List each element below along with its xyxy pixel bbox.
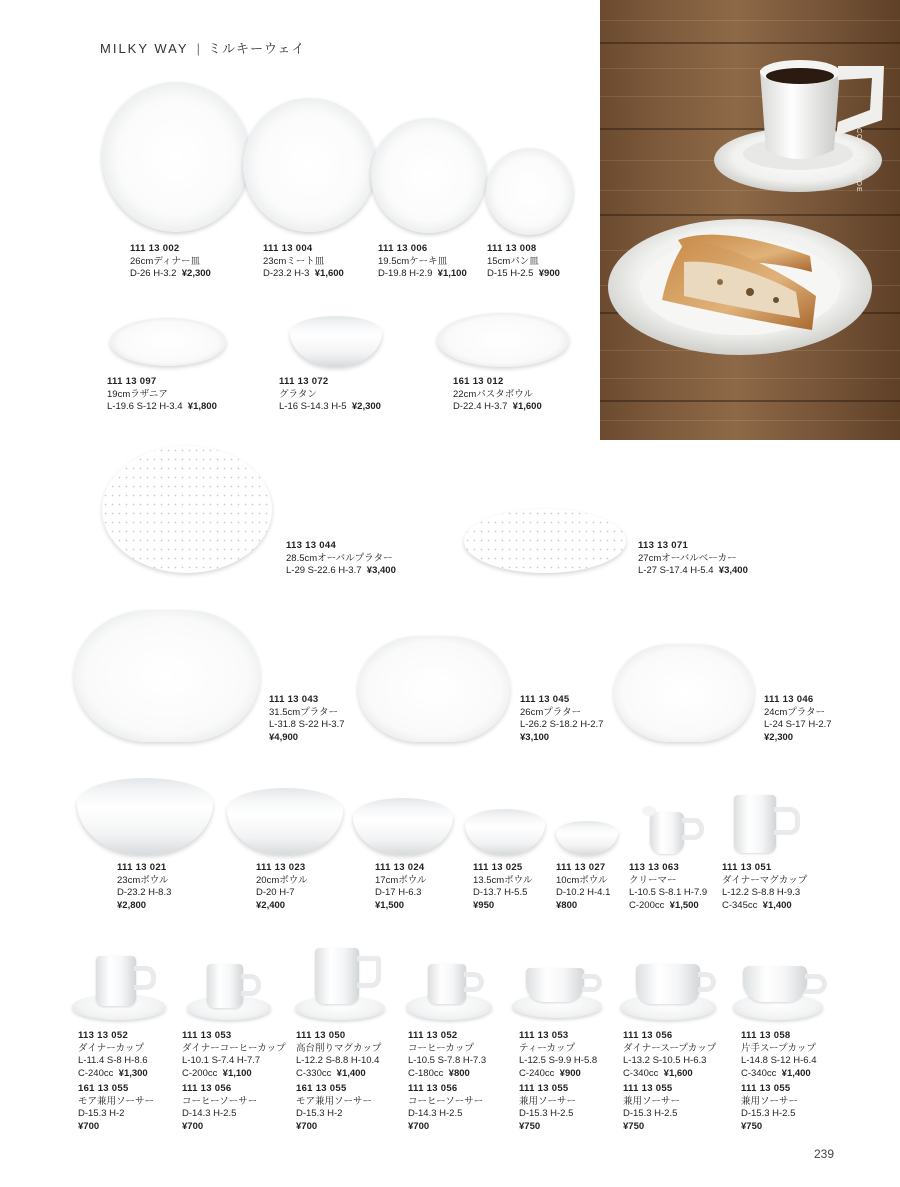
- product-label: 111 13 021 23cmボウル D-23.2 H-8.3 ¥2,800: [117, 862, 172, 911]
- series-title-jp: ミルキーウェイ: [207, 41, 306, 56]
- cup-label: 111 13 053 ダイナーコーヒーカップ L-10.1 S-7.4 H-7.7 C-200cc ¥1,100 111 13 056 コーヒーソーサー D-14.3 H-2.5 ¥700: [182, 1030, 286, 1132]
- product-label: 111 13 072 グラタン L-16 S-14.3 H-5 ¥2,300: [279, 376, 381, 412]
- product-image-oval-baker: [464, 509, 626, 573]
- product-image-lasagna: [110, 318, 226, 366]
- product-image-footed-mug: [295, 944, 387, 1022]
- product-label: 111 13 023 20cmボウル D-20 H-7 ¥2,400: [256, 862, 308, 911]
- product-image-coffee-cup: [406, 962, 496, 1022]
- product-image-diner-cup: [72, 952, 168, 1022]
- product-label: 111 13 002 26cmディナー皿 D-26 H-3.2 ¥2,300: [130, 243, 211, 279]
- product-label: 111 13 045 26cmプラター L-26.2 S-18.2 H-2.7 ¥3,100: [520, 694, 604, 743]
- cup-label: 111 13 056 ダイナースープカップ L-13.2 S-10.5 H-6.3 C-340cc ¥1,600 111 13 055 兼用ソーサー D-15.3 H-2.5 ¥750: [623, 1030, 717, 1132]
- page-header: [100, 38, 305, 57]
- product-label: 111 13 027 10cmボウル D-10.2 H-4.1 ¥800: [556, 862, 611, 911]
- product-image-diner-mug: [730, 793, 802, 855]
- product-image-meat-plate: [243, 98, 376, 232]
- series-title-en: MILKY WAY: [100, 41, 189, 56]
- product-label: 111 13 004 23cmミート皿 D-23.2 H-3 ¥1,600: [263, 243, 344, 279]
- product-label: 111 13 043 31.5cmプラター L-31.8 S-22 H-3.7 ¥4,900: [269, 694, 345, 743]
- product-image-creamer: [642, 802, 706, 856]
- product-label: 161 13 012 22cmパスタボウル D-22.4 H-3.7 ¥1,600: [453, 376, 542, 412]
- product-image-soup-cup-one-handle: [733, 964, 833, 1022]
- product-image-tea-cup: [512, 966, 608, 1022]
- product-image-bowl-20: [227, 788, 343, 854]
- cup-label: 111 13 050 高台削りマグカップ L-12.2 S-8.8 H-10.4 C-330cc ¥1,400 161 13 055 モア兼用ソーサー D-15.3 H-2 ¥700: [296, 1030, 382, 1132]
- cup-label: 113 13 052 ダイナーカップ L-11.4 S-8 H-8.6 C-240cc ¥1,300 161 13 055 モア兼用ソーサー D-15.3 H-2 ¥700: [78, 1030, 155, 1132]
- title-separator: |: [196, 41, 200, 56]
- product-label: 111 13 046 24cmプラター L-24 S-17 H-2.7 ¥2,300: [764, 694, 832, 743]
- page-number: 239: [814, 1147, 835, 1161]
- cup-label: 111 13 058 片手スープカップ L-14.8 S-12 H-6.4 C-340cc ¥1,400 111 13 055 兼用ソーサー D-15.3 H-2.5 ¥750: [741, 1030, 817, 1132]
- product-label: 111 13 006 19.5cmケーキ皿 D-19.8 H-2.9 ¥1,100: [378, 243, 467, 279]
- product-label: 113 13 044 28.5cmオーバルプラター L-29 S-22.6 H-3.7 ¥3,400: [286, 540, 396, 576]
- product-image-platter-24: [614, 644, 754, 742]
- cup-label: 111 13 052 コーヒーカップ L-10.5 S-7.8 H-7.3 C-180cc ¥800 111 13 056 コーヒーソーサー D-14.3 H-2.5 ¥700: [408, 1030, 487, 1132]
- product-image-dinner-plate: [102, 82, 250, 232]
- product-image-bowl-17: [353, 798, 453, 854]
- product-image-oval-platter: [102, 446, 272, 573]
- cup-label: 111 13 053 ティーカップ L-12.5 S-9.9 H-5.8 C-240cc ¥900 111 13 055 兼用ソーサー D-15.3 H-2.5 ¥750: [519, 1030, 598, 1132]
- product-image-pasta-bowl: [437, 313, 569, 367]
- product-image-platter-31: [74, 610, 260, 742]
- product-label: 111 13 008 15cmパン皿 D-15 H-2.5 ¥900: [487, 243, 560, 279]
- product-label: 111 13 051 ダイナーマグカップ L-12.2 S-8.8 H-9.3 C-345cc ¥1,400: [722, 862, 808, 911]
- photo-illustration: [600, 0, 900, 440]
- product-image-gratin: [290, 316, 382, 366]
- product-image-bread-plate: [486, 148, 573, 235]
- product-image-diner-soup-cup: [620, 962, 720, 1022]
- product-image-diner-coffee-cup: [187, 962, 273, 1022]
- lifestyle-photo: [600, 0, 900, 440]
- product-label: 111 13 025 13.5cmボウル D-13.7 H-5.5 ¥950: [473, 862, 533, 911]
- photo-side-label: COUNTRY SIDE: [855, 128, 862, 193]
- product-image-bowl-23: [77, 778, 213, 854]
- product-image-cake-plate: [371, 118, 486, 233]
- product-image-platter-26: [358, 636, 510, 742]
- product-image-bowl-13: [465, 809, 545, 854]
- product-label: 113 13 071 27cmオーバルベーカー L-27 S-17.4 H-5.4 ¥3,400: [638, 540, 748, 576]
- product-label: 111 13 024 17cmボウル D-17 H-6.3 ¥1,500: [375, 862, 427, 911]
- product-image-bowl-10: [556, 821, 618, 854]
- product-label: 113 13 063 クリーマー L-10.5 S-8.1 H-7.9 C-200cc ¥1,500: [629, 862, 708, 911]
- product-label: 111 13 097 19cmラザニア L-19.6 S-12 H-3.4 ¥1,800: [107, 376, 217, 412]
